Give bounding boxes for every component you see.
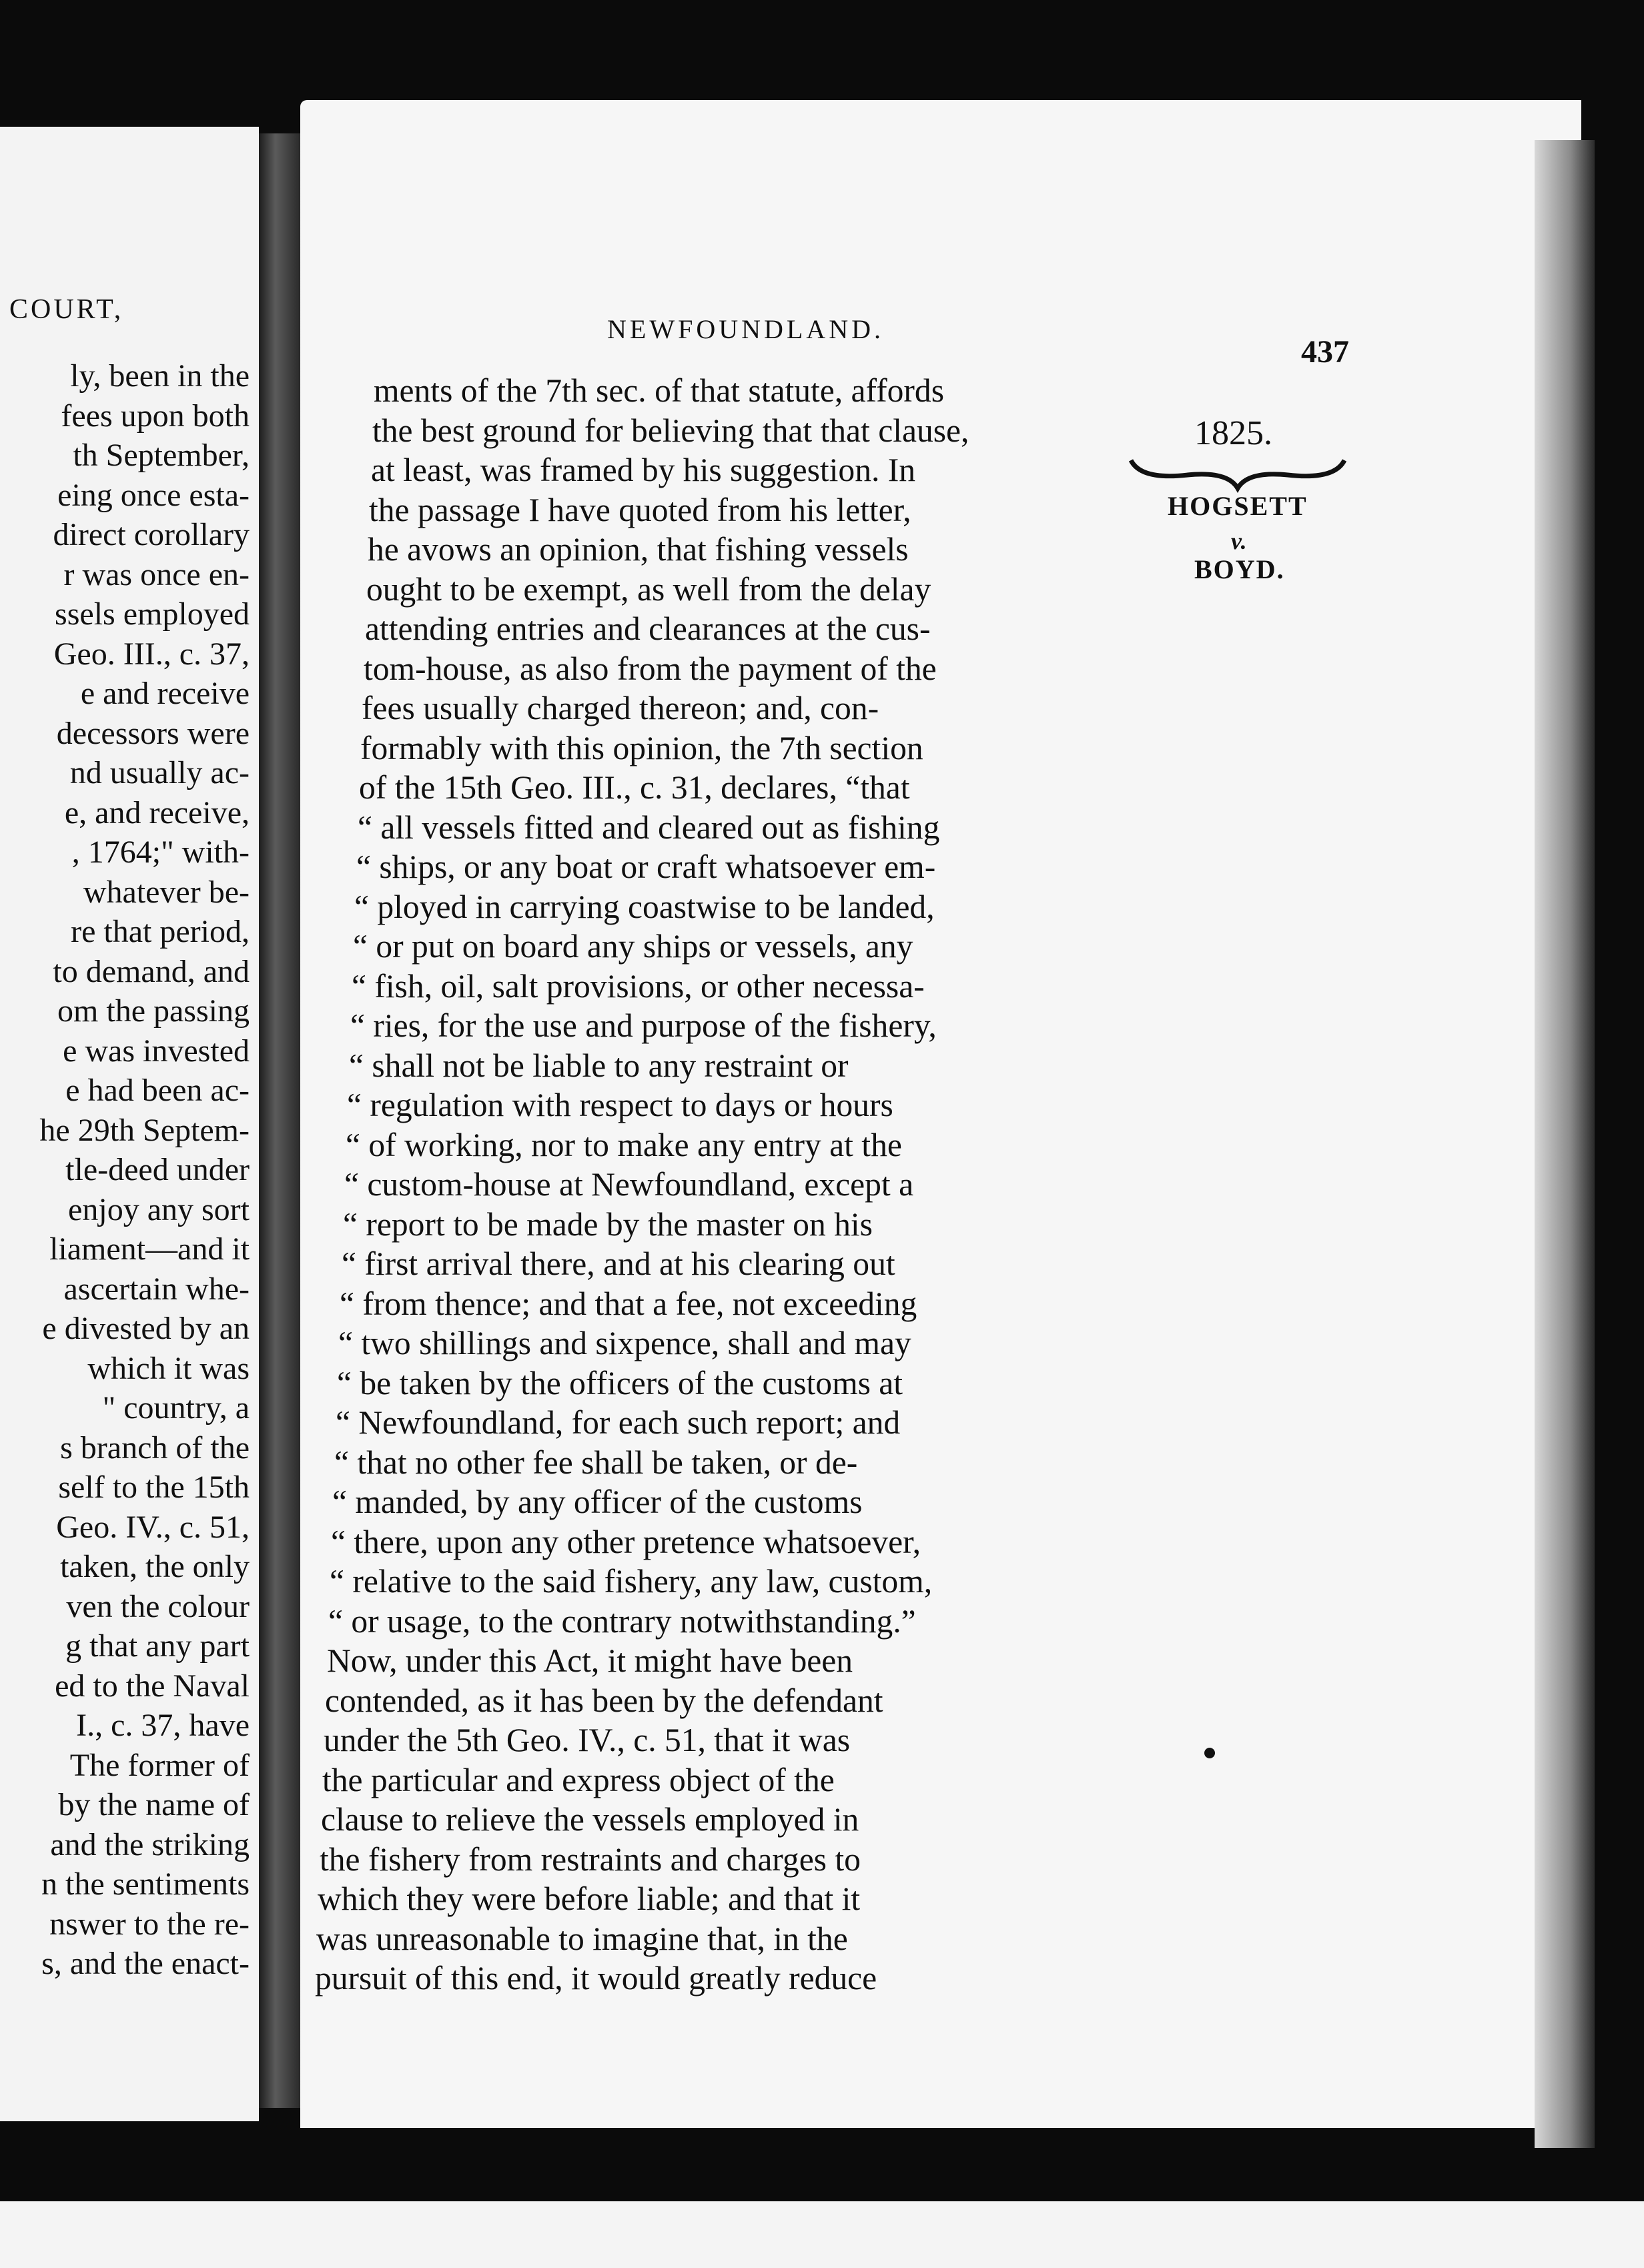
left-text-line: e, and receive,: [64, 794, 250, 830]
body-text-line: fees usually charged thereon; and, con-: [362, 689, 879, 726]
left-text-line: om the passing: [57, 993, 250, 1029]
left-text-line: to demand, and: [53, 953, 250, 989]
right-page: [300, 100, 1581, 2128]
book-gutter: [259, 133, 300, 2108]
left-text-line: ascertain whe-: [63, 1271, 250, 1307]
body-text-line: at least, was framed by his suggestion. In: [370, 451, 915, 488]
body-text-line: attending entries and clearances at the cus-: [364, 610, 931, 647]
left-text-line: liament—and it: [49, 1231, 250, 1267]
body-text-line: “ regulation with respect to days or hours: [347, 1086, 894, 1123]
left-text-line: I., c. 37, have: [76, 1708, 250, 1743]
body-text-line: “ that no other fee shall be taken, or de-: [334, 1443, 857, 1481]
left-text-line: re that period,: [71, 914, 250, 949]
left-text-line: e and receive: [80, 676, 250, 711]
body-text-line: the best ground for believing that that clause,: [372, 411, 969, 449]
left-text-line: e divested by an: [42, 1311, 250, 1346]
body-text-line: “ custom-house at Newfoundland, except a: [344, 1165, 914, 1203]
body-text-line: under the 5th Geo. IV., c. 51, that it was: [324, 1721, 851, 1758]
left-text-line: tle-deed under: [65, 1152, 250, 1187]
left-text-line: he 29th Septem-: [39, 1112, 250, 1148]
body-text-line: “ ployed in carrying coastwise to be landed,: [354, 887, 935, 925]
body-text-line: “ be taken by the officers of the customs at: [337, 1363, 903, 1401]
left-text-line: e had been ac-: [65, 1073, 250, 1108]
body-text-line: “ relative to the said fishery, any law, custom,: [330, 1562, 933, 1600]
body-text-line: contended, as it has been by the defendant: [325, 1681, 883, 1719]
brace-icon: [1128, 454, 1348, 494]
ink-speck: [1204, 1748, 1215, 1758]
left-text-line: which it was: [87, 1350, 250, 1386]
body-text-line: “ or put on board any ships or vessels, any: [353, 927, 913, 965]
left-text-line: s branch of the: [60, 1430, 250, 1466]
left-text-line: ssels employed: [55, 596, 250, 632]
left-page: [0, 127, 259, 2121]
left-text-line: Geo. IV., c. 51,: [56, 1509, 250, 1545]
body-text-line: he avows an opinion, that fishing vessels: [368, 530, 909, 568]
body-text-line: “ of working, nor to make any entry at the: [346, 1125, 903, 1163]
left-text-line: ly, been in the: [70, 358, 250, 394]
body-text-line: “ first arrival there, and at his clearing out: [341, 1245, 895, 1282]
left-text-line: " country, a: [102, 1390, 250, 1426]
body-text-line: “ ships, or any boat or craft whatsoever em-: [356, 848, 935, 885]
body-text-line: ought to be exempt, as well from the delay: [366, 570, 931, 608]
left-text-line: n the sentiments: [41, 1866, 250, 1902]
body-text-line: of the 15th Geo. III., c. 31, declares, “that: [359, 768, 910, 806]
left-running-head: COURT,: [9, 294, 124, 325]
body-text-line: “ or usage, to the contrary notwithstanding.”: [328, 1602, 916, 1640]
body-text-line: “ Newfoundland, for each such report; and: [335, 1403, 900, 1441]
body-text-line: ments of the 7th sec. of that statute, affords: [374, 372, 944, 409]
body-text-line: “ from thence; and that a fee, not exceeding: [340, 1284, 917, 1322]
body-text-line: was unreasonable to imagine that, in the: [316, 1919, 848, 1957]
left-text-line: whatever be-: [83, 874, 250, 910]
left-text-line: g that any part: [65, 1628, 250, 1664]
margin-note-defendant: BOYD.: [1194, 554, 1285, 584]
margin-note-v: v.: [1231, 528, 1247, 554]
left-text-line: The former of: [69, 1747, 250, 1783]
body-text-line: the fishery from restraints and charges to: [319, 1840, 861, 1878]
left-text-line: , 1764;" with-: [71, 834, 250, 870]
body-text-line: Now, under this Act, it might have been: [326, 1642, 853, 1679]
margin-note-plaintiff: HOGSETT: [1168, 491, 1308, 521]
left-text-line: enjoy any sort: [68, 1191, 250, 1227]
left-text-line: by the name of: [58, 1787, 250, 1822]
page-number: 437: [1301, 334, 1349, 370]
left-text-line: Geo. III., c. 37,: [53, 636, 250, 672]
body-text-line: tom-house, as also from the payment of the: [363, 649, 937, 687]
body-text-line: the particular and express object of the: [322, 1760, 835, 1798]
left-text-line: ed to the Naval: [55, 1668, 250, 1704]
left-text-line: s, and the enact-: [41, 1946, 250, 1981]
body-text-line: pursuit of this end, it would greatly reduce: [315, 1959, 877, 1997]
left-text-line: taken, the only: [60, 1549, 250, 1584]
body-text-line: “ there, upon any other pretence whatsoever,: [331, 1522, 921, 1560]
left-text-line: and the striking: [50, 1826, 250, 1862]
page-edge: [1535, 140, 1595, 2148]
body-text-line: clause to relieve the vessels employed in: [320, 1800, 859, 1838]
body-text-line: which they were before liable; and that it: [318, 1880, 861, 1917]
right-running-head: NEWFOUNDLAND.: [607, 314, 884, 344]
body-text-line: formably with this opinion, the 7th section: [360, 728, 923, 766]
left-text-line: e was invested: [63, 1033, 250, 1069]
left-text-line: r was once en-: [63, 556, 250, 592]
body-text-line: “ shall not be liable to any restraint or: [348, 1046, 849, 1084]
left-text-line: self to the 15th: [58, 1470, 250, 1505]
body-text-line: “ manded, by any officer of the customs: [332, 1483, 863, 1520]
left-text-line: nswer to the re-: [49, 1906, 250, 1942]
body-text-line: “ ries, for the use and purpose of the fishery,: [350, 1007, 937, 1044]
left-text-line: fees upon both: [61, 398, 250, 434]
left-text-line: th September,: [73, 438, 250, 473]
body-text-line: “ report to be made by the master on his: [342, 1205, 873, 1243]
left-text-line: ven the colour: [66, 1588, 250, 1624]
margin-note-year: 1825.: [1194, 414, 1272, 452]
body-text-line: “ fish, oil, salt provisions, or other necessa-: [352, 967, 925, 1005]
left-text-line: nd usually ac-: [69, 755, 250, 790]
left-text-line: direct corollary: [53, 517, 250, 552]
left-text-line: decessors were: [56, 715, 250, 751]
body-text-line: “ all vessels fitted and cleared out as fishing: [357, 808, 940, 846]
body-text-line: the passage I have quoted from his letter,: [369, 490, 911, 528]
body-text-line: “ two shillings and sixpence, shall and may: [338, 1324, 911, 1361]
left-text-line: eing once esta-: [57, 477, 250, 513]
scan-margin: [0, 2201, 1644, 2268]
